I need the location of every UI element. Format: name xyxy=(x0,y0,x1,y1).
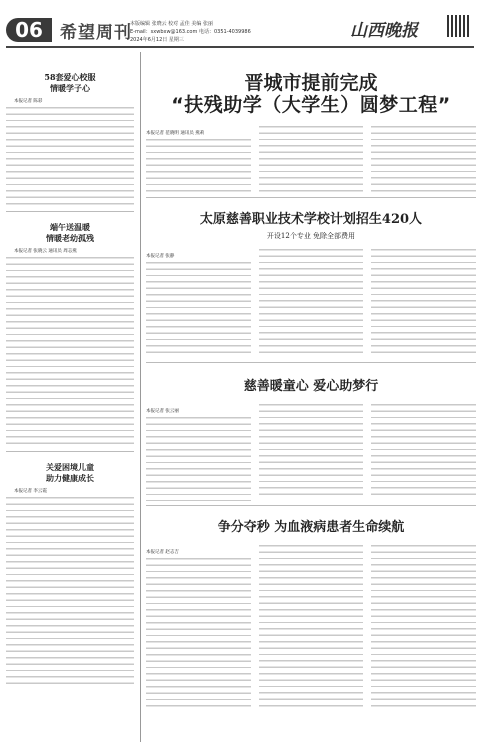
article-byline: 本报记者 赵志吉 xyxy=(146,550,179,555)
article-byline: 本报记者 张晓云 通讯员 周志燕 xyxy=(14,249,77,254)
article-title: 助力健康成长 xyxy=(46,473,94,483)
article-title: 争分夺秒 为血液病患者生命续航 xyxy=(217,520,405,535)
article-title: 太原慈善职业技术学校计划招生420人 xyxy=(199,212,423,227)
article-byline: 本报记者 李云霞 xyxy=(14,489,47,494)
article-title: 慈善暖童心 爱心助梦行 xyxy=(243,379,379,394)
page-number: 06 xyxy=(6,18,52,42)
left-column xyxy=(6,52,134,742)
divider xyxy=(6,451,134,452)
header-info-line: 本版编辑 张晓云 校对 孟佳 美编 张丽 xyxy=(130,21,213,27)
header-info-line: E-mail：sxwbxw@163.com 电话：0351-4039986 xyxy=(130,29,251,35)
article-body xyxy=(6,257,134,447)
article-body xyxy=(146,404,476,501)
article-byline: 本报记者 范晓明 通讯员 燕莉 xyxy=(146,131,205,136)
page-header xyxy=(0,0,480,46)
article-title: 58套爱心校服 xyxy=(44,72,96,82)
second-article xyxy=(146,208,476,358)
article-byline: 本报记者 张云丽 xyxy=(146,409,179,414)
column-separator xyxy=(140,52,141,742)
lead-title: 晋城市提前完成 xyxy=(244,72,378,94)
article-byline: 本报记者 陈彩 xyxy=(14,99,43,104)
article-school-uniforms xyxy=(6,72,134,207)
divider xyxy=(146,505,476,506)
lead-article xyxy=(146,52,476,193)
article-byline: 本报记者 张静 xyxy=(146,254,175,259)
article-children xyxy=(6,462,134,687)
header-info xyxy=(130,20,251,44)
header-rule xyxy=(6,46,474,48)
fourth-article xyxy=(146,516,476,708)
lead-title: “扶残助学（大学生）圆梦工程” xyxy=(171,94,451,116)
article-subtitle: 开设12个专业 免除全部费用 xyxy=(266,232,356,240)
lead-body xyxy=(146,126,476,193)
article-body xyxy=(6,107,134,207)
qr-code-icon xyxy=(447,15,469,37)
divider xyxy=(146,362,476,363)
divider xyxy=(6,211,134,212)
header-info-line: 2024年6月12日 星期三 xyxy=(130,37,184,43)
divider xyxy=(146,197,476,198)
column-name: 希望周刊 xyxy=(60,23,132,43)
article-dragon-boat xyxy=(6,222,134,447)
article-body xyxy=(146,249,476,358)
article-title: 端午送温暖 xyxy=(50,222,90,232)
article-title: 关爱困境儿童 xyxy=(46,462,94,472)
main-content xyxy=(146,52,476,742)
article-title: 情暖学子心 xyxy=(50,83,90,93)
third-article xyxy=(146,375,476,501)
article-title: 情暖老幼孤残 xyxy=(46,233,94,243)
article-body xyxy=(6,497,134,687)
newspaper-logo: 山西晚报 xyxy=(350,21,418,41)
article-body xyxy=(146,545,476,708)
